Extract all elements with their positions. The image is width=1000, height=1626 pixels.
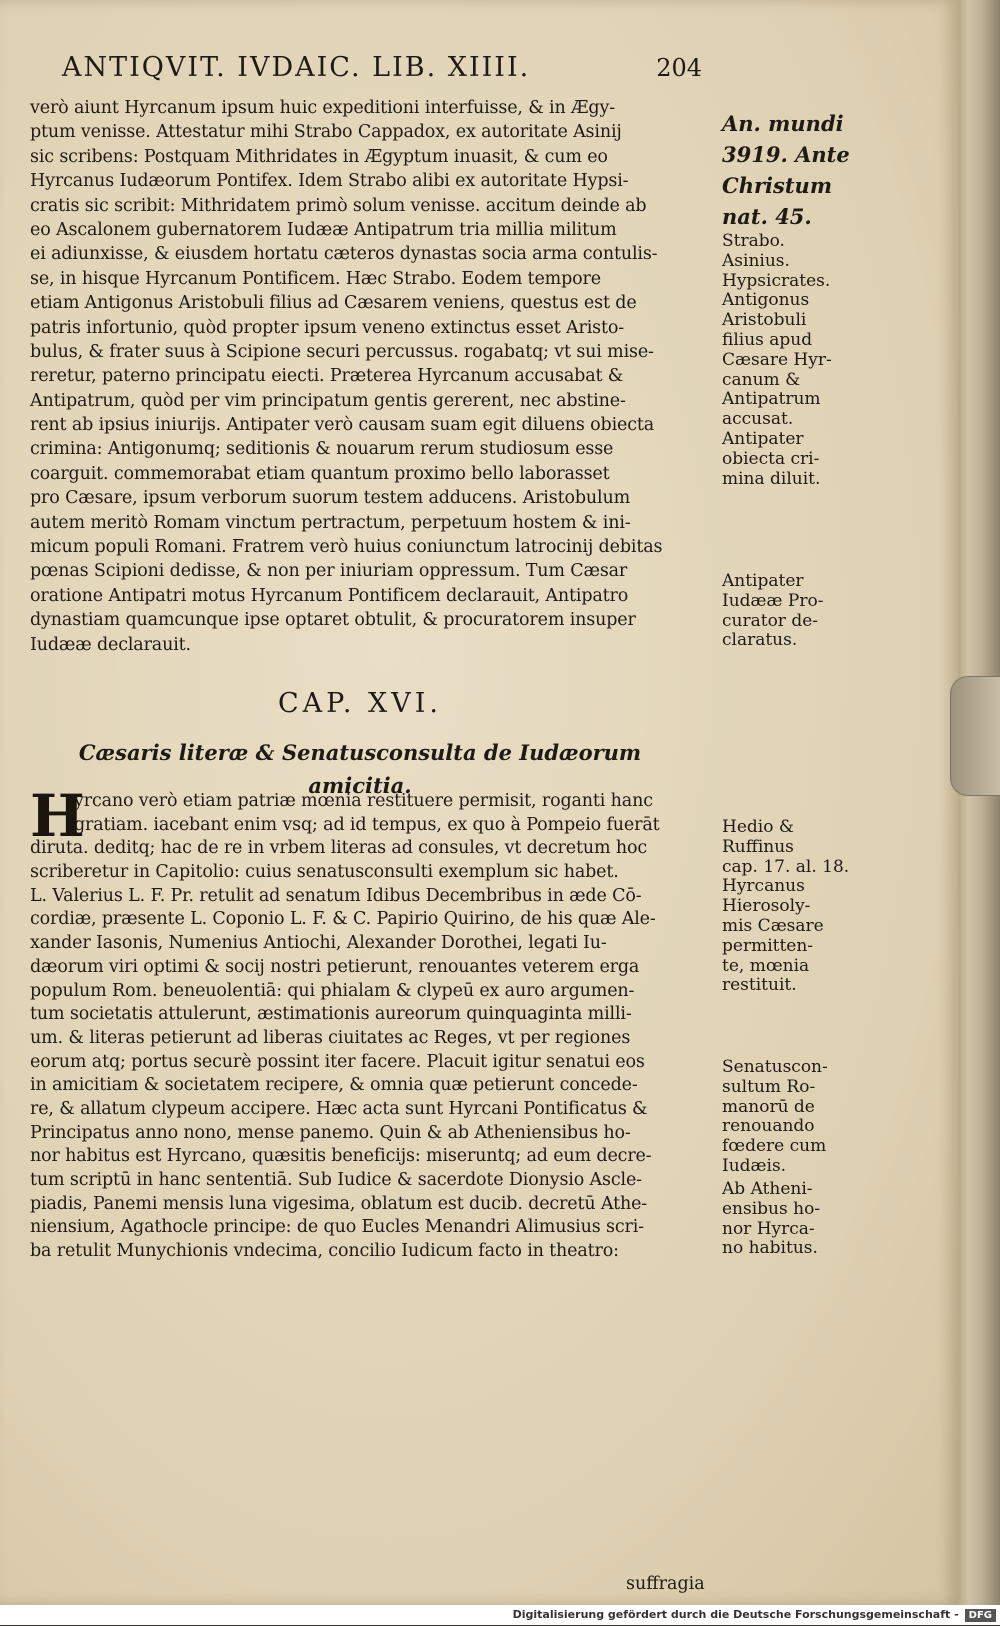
footer-bar [0, 1605, 1000, 1625]
chapter-subtitle-line-2: amicitia. [308, 773, 412, 798]
text-line: sic scribens: Postquam Mithridates in Ægyptum inuasit, & cum eo [30, 146, 608, 167]
chapter-heading: CAP. XVI. [278, 688, 442, 719]
text-line: verò aiunt Hyrcanum ipsum huic expeditioni interfuisse, & in Ægy- [30, 98, 615, 118]
text-line: niensium, Agathocle principe: de quo Eucles Menandri Alimusius scri- [30, 1217, 644, 1238]
text-line: autem meritò Romam vinctum pertractum, perpetuum hostem & ini- [30, 512, 631, 533]
margin-note-line: Asinius. [722, 250, 790, 271]
main-text-bottom [30, 782, 720, 1264]
text-line: pœnas Scipioni dedisse, & non per iniuriam oppressum. Tum Cæsar [30, 561, 628, 582]
text-line: scriberetur in Capitolio: cuius senatusconsulti exemplum sic habet. [30, 862, 619, 883]
margin-note-line: Hierosoly- [722, 896, 811, 917]
text-line: Principatus anno nono, mense panemo. Quin & ab Atheniensibus ho- [30, 1122, 631, 1143]
margin-date-line: An. mundi [722, 111, 844, 136]
margin-note-line: fœdere cum [722, 1136, 827, 1157]
margin-note-line: obiecta cri- [722, 448, 820, 469]
main-text-top [30, 96, 720, 657]
text-line: se, in hisque Hyrcanum Pontificem. Hæc Strabo. Eodem tempore [30, 268, 601, 289]
text-line: rent ab ipsius iniurijs. Antipater verò causam suam egit diluens obiecta [30, 415, 655, 436]
text-line: ptum venisse. Attestatur mihi Strabo Cappadox, ex autoritate Asinij [30, 122, 622, 143]
margin-note-line: renouando [722, 1116, 815, 1137]
margin-note-line: Aristobuli [722, 310, 807, 331]
text-line: etiam Antigonus Aristobuli filius ad Cæsarem veniens, questus est de [30, 293, 637, 314]
text-line: coarguit. commemorabat etiam quantum proximo bello laborasset [30, 463, 610, 484]
catchword: suffragia [626, 1574, 705, 1594]
text-line: nor habitus est Hyrcano, quæsitis beneficijs: miseruntq; ad eum decre- [30, 1146, 652, 1167]
text-line: ei adiunxisse, & eiusdem hortatu cæteros dynastas socia arma contulis- [30, 244, 658, 265]
text-line: diruta. deditq; hac de re in vrbem literas ad consules, vt decretum hoc [30, 838, 647, 859]
margin-note-line: te, mœnia [722, 955, 810, 976]
dfg-logo: DFG [965, 1609, 996, 1622]
text-line: eorum atq; portus securè possint iter facere. Placuit igitur senatui eos [30, 1051, 645, 1072]
text-line: micum populi Romani. Fratrem verò huius coniunctum latrocinij debitas [30, 537, 663, 558]
text-line: bulus, & frater suus à Scipione securi percussus. rogabatq; vt sui mise- [30, 341, 654, 362]
margin-note-line: Ruffinus [722, 836, 794, 857]
text-line: Antipatrum, quòd per vim principatum gentis gererent, nec abstine- [30, 390, 626, 411]
text-line: Hyrcanus Iudæorum Pontifex. Idem Strabo alibi ex autoritate Hypsi- [30, 171, 629, 192]
margin-note-line: sultum Ro- [722, 1076, 816, 1097]
margin-notes-top-2 [722, 572, 872, 651]
margin-note-line: manorū de [722, 1096, 815, 1117]
text-line: in amicitiam & societatem recipere, & omnia quæ petierunt concede- [30, 1075, 638, 1096]
margin-note-line: Hedio & [722, 817, 794, 837]
running-head: ANTIQVIT. IVDAIC. LIB. XIIII. [62, 52, 531, 83]
margin-note-line: mis Cæsare [722, 915, 824, 936]
margin-note-line: restituit. [722, 975, 797, 996]
margin-note-line: Antipater [722, 428, 804, 449]
margin-note-line: mina diluit. [722, 468, 821, 489]
margin-note-line: accusat. [722, 409, 794, 430]
text-line: um. & literas petierunt ad liberas ciuitates ac Reges, vt per regiones [30, 1027, 631, 1048]
margin-note-line: ensibus ho- [722, 1198, 821, 1219]
chapter-subtitle-line-1: Cæsaris literæ & Senatusconsulta de Iudæorum [78, 740, 642, 765]
margin-note-line: curator de- [722, 610, 819, 631]
page-edge [958, 0, 1000, 1605]
text-line: Iudææ declarauit. [30, 634, 191, 655]
text-line: tum scriptū in hanc sententiā. Sub Iudice & sacerdote Dionysio Ascle- [30, 1170, 642, 1190]
margin-note-line: claratus. [722, 630, 798, 651]
margin-note-line: Strabo. [722, 231, 785, 251]
margin-note-line: Antipater [722, 571, 804, 591]
text-line: crimina: Antigonumq; seditionis & nouarum rerum studiosum esse [30, 439, 614, 460]
footer-text: Digitalisierung gefördert durch die Deutsche Forschungsgemeinschaft - [512, 1608, 959, 1621]
text-line: oratione Antipatri motus Hyrcanum Pontificem declarauit, Antipatro [30, 585, 629, 606]
margin-note-line: Senatuscon- [722, 1057, 828, 1077]
text-line: cordiæ, præsente L. Coponio L. F. & C. Papirio Quirino, de his quæ Ale- [30, 909, 656, 930]
margin-note-line: Antigonus [722, 290, 810, 311]
margin-note-line: Hyrcanus [722, 876, 805, 897]
text-line: L. Valerius L. F. Pr. retulit ad senatum Idibus Decembribus in æde Cō- [30, 885, 642, 906]
margin-note-line: no habitus. [722, 1238, 818, 1259]
page-number: 204 [656, 54, 702, 82]
margin-notes-bottom-b [722, 1058, 872, 1177]
text-line: patris infortunio, quòd propter ipsum veneno extinctus esset Aristo- [30, 317, 625, 338]
text-line: tum societatis attulerunt, æstimationis aureorum quinquaginta milli- [30, 1004, 632, 1025]
margin-note-line: cap. 17. al. 18. [722, 856, 850, 877]
book-clasp [950, 676, 1000, 796]
text-line: piadis, Panemi mensis luna vigesima, oblatum est ducib. decretū Athe- [30, 1193, 648, 1214]
text-line: pro Cæsare, ipsum verborum suorum testem adducens. Aristobulum [30, 488, 631, 509]
margin-note-line: Antipatrum [722, 389, 821, 410]
margin-date-line: 3919. Ante [722, 142, 850, 167]
text-line: ba retulit Munychionis vndecima, concilio Iudicum facto in theatro: [30, 1241, 619, 1262]
text-line: yrcano verò etiam patriæ mœnia restituere permisit, roganti hanc [74, 791, 653, 811]
text-line: gratiam. iacebant enim vsq; ad id tempus, ex quo à Pompeio fuerāt [74, 814, 660, 835]
margin-notes-top [722, 108, 872, 489]
text-line: re, & allatum clypeum accipere. Hæc acta sunt Hyrcani Pontificatus & [30, 1098, 648, 1119]
drop-cap: H [30, 782, 85, 850]
margin-notes-bottom-a [722, 818, 872, 996]
margin-note-line: filius apud [722, 329, 813, 350]
margin-note-line: Hypsicrates. [722, 270, 831, 291]
margin-note-line: permitten- [722, 935, 814, 956]
margin-notes-bottom-c [722, 1180, 872, 1259]
text-line: dynastiam quamcunque ipse optaret obtulit, & procuratorem insuper [30, 610, 636, 631]
margin-note-line: Iudæis. [722, 1155, 787, 1176]
text-line: dæorum viri optimi & socij nostri petierunt, renouantes veterem erga [30, 956, 640, 977]
margin-note-line: canum & [722, 369, 801, 390]
text-line: xander Iasonis, Numenius Antiochi, Alexander Dorothei, legati Iu- [30, 933, 607, 954]
margin-note-line: nor Hyrca- [722, 1218, 815, 1239]
text-line: eo Ascalonem gubernatorem Iudææ Antipatrum tria millia militum [30, 219, 617, 240]
text-line: cratis sic scribit: Mithridatem primò solum venisse. accitum deinde ab [30, 195, 647, 216]
page-header [62, 52, 702, 92]
margin-note-line: Cæsare Hyr- [722, 349, 832, 370]
margin-note-line: Ab Atheni- [722, 1179, 813, 1199]
margin-note-line: Iudææ Pro- [722, 590, 824, 611]
margin-date-line: nat. 45. [722, 204, 812, 229]
margin-date-line: Christum [722, 173, 833, 198]
text-line: populum Rom. beneuolentiā: qui phialam & clypeū ex auro argumen- [30, 980, 635, 1001]
text-line: reretur, paterno principatu eiecti. Præterea Hyrcanum accusabat & [30, 366, 624, 387]
